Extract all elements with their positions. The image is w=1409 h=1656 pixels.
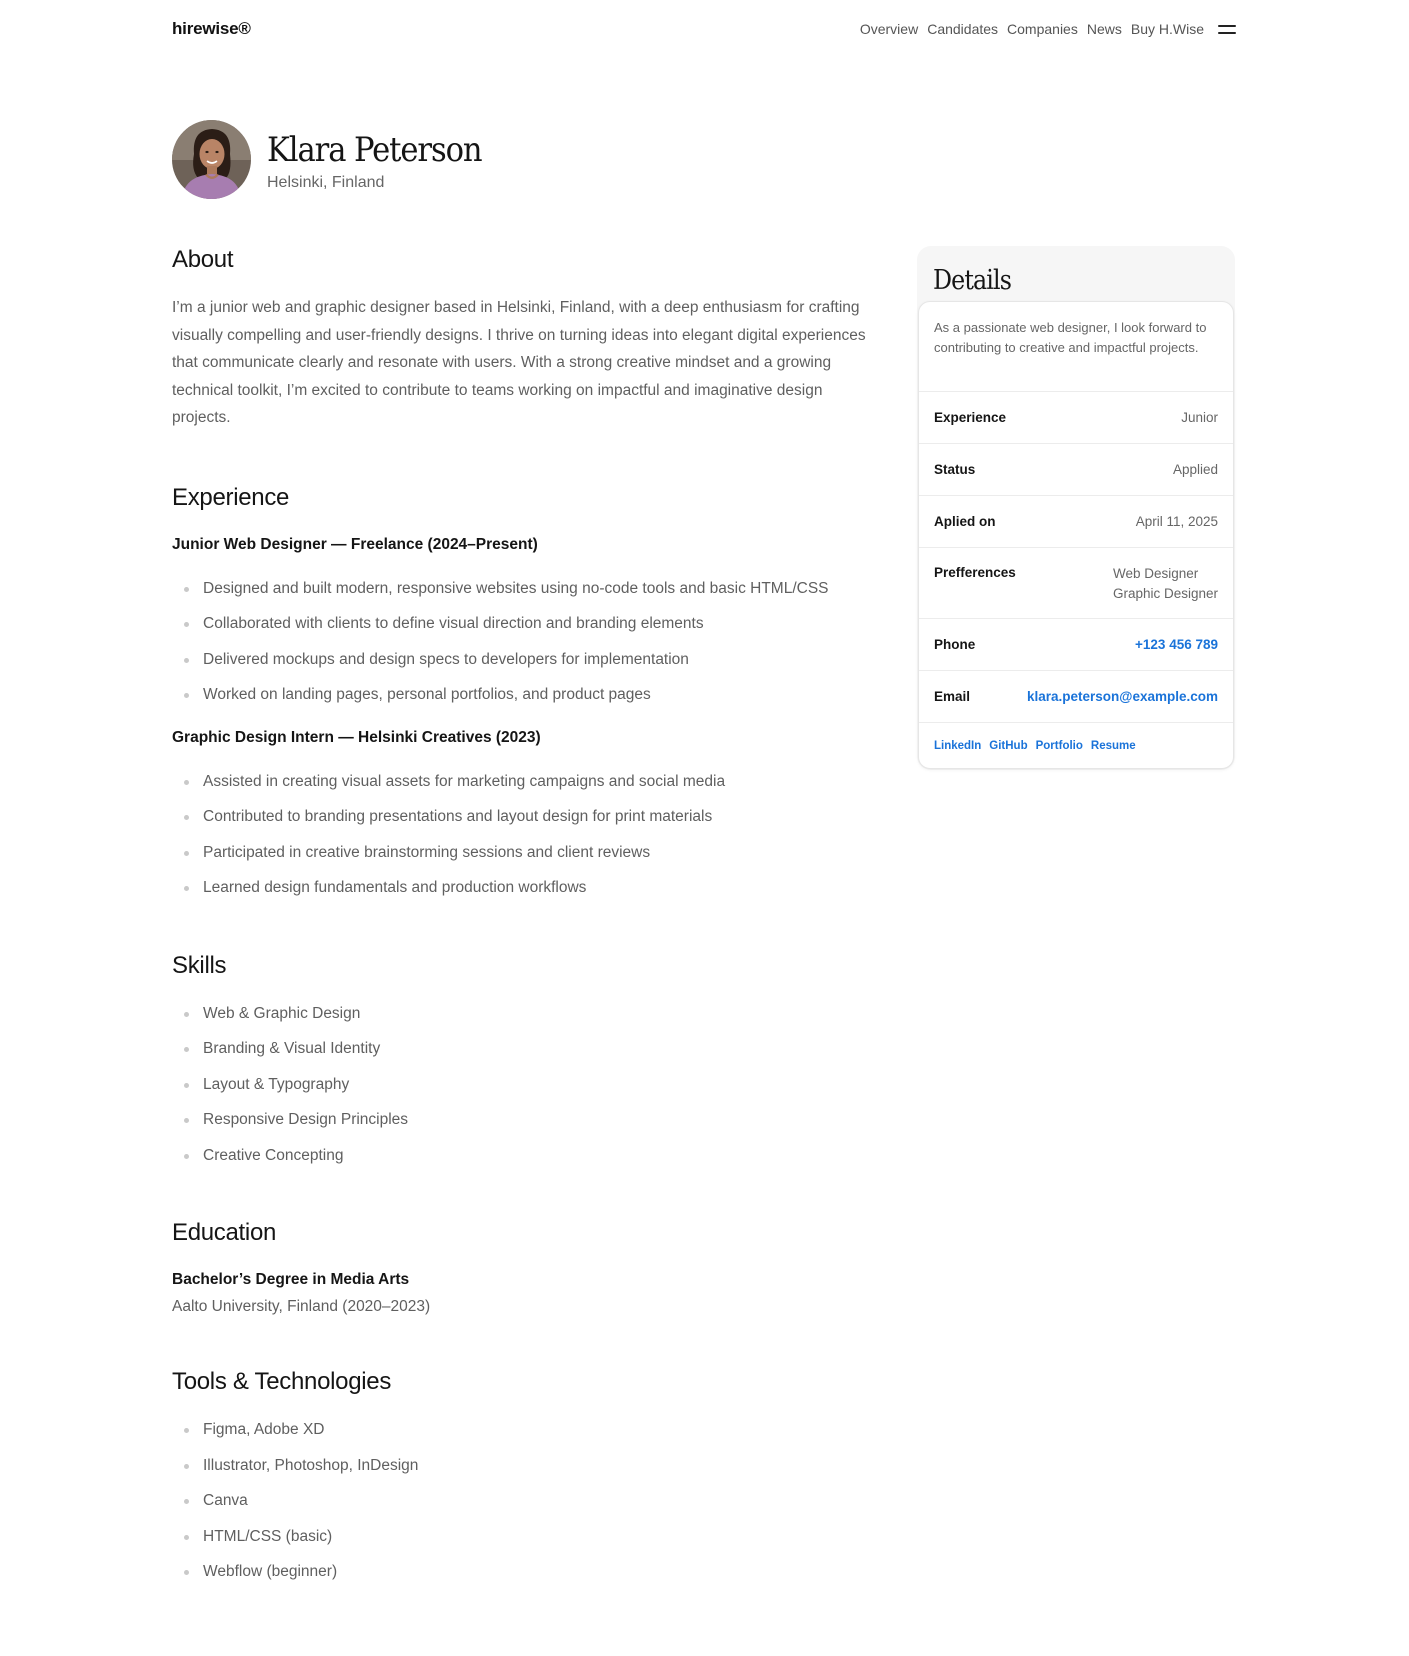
list-item: Responsive Design Principles [172, 1102, 872, 1138]
education-section [172, 1219, 872, 1316]
detail-label: Aplied on [934, 514, 996, 529]
about-text: I’m a junior web and graphic designer based in Helsinki, Finland, with a deep enthusiasm for crafting visually compelling and user-friendly designs. I thrive on turning ideas into elegant digital experiences that communicate clearly and resonate with users. With a strong creative mindset and a growing technical toolkit, I’m excited to contribute to teams working on impactful and imaginative design projects. [172, 299, 866, 426]
detail-row-phone [919, 619, 1233, 671]
about-heading: About [172, 246, 234, 273]
list-item: Layout & Typography [172, 1067, 872, 1103]
profile-text [267, 127, 505, 193]
portfolio-link[interactable]: Portfolio [1035, 740, 1083, 752]
list-item: Assisted in creating visual assets for marketing campaigns and social media [172, 764, 872, 800]
detail-label: Prefferences [934, 565, 1016, 580]
skills-list [172, 996, 872, 1174]
detail-row-preferences [919, 548, 1233, 619]
list-item: Designed and built modern, responsive websites using no-code tools and basic HTML/CSS [172, 571, 872, 607]
hirewise-logo[interactable]: hirewise® [172, 19, 251, 38]
nav-candidates[interactable]: Candidates [927, 21, 999, 37]
list-item: Learned design fundamentals and production workflows [172, 870, 872, 906]
detail-row-email [919, 671, 1233, 723]
detail-value [1113, 564, 1218, 604]
education-degree: Bachelor’s Degree in Media Arts [172, 1271, 410, 1288]
phone-link[interactable]: +123 456 789 [1135, 637, 1218, 652]
details-description: As a passionate web designer, I look forward to contributing to creative and impactful projects. [919, 302, 1233, 392]
list-item: Branding & Visual Identity [172, 1031, 872, 1067]
list-item: Worked on landing pages, personal portfolios, and product pages [172, 677, 872, 713]
nav-buy-hwise[interactable]: Buy H.Wise [1130, 21, 1204, 37]
list-item: Illustrator, Photoshop, InDesign [172, 1448, 872, 1484]
details-card [917, 246, 1235, 770]
preference-item: Graphic Designer [1112, 586, 1218, 601]
education-heading: Education [172, 1219, 277, 1246]
hamburger-menu-icon[interactable] [1218, 23, 1236, 35]
list-item: Creative Concepting [172, 1138, 872, 1174]
tools-section [172, 1368, 872, 1590]
details-card-body [918, 301, 1234, 769]
details-title: Details [933, 265, 1012, 296]
detail-value: Junior [1181, 410, 1218, 425]
list-item: Web & Graphic Design [172, 996, 872, 1032]
experience-heading: Experience [172, 483, 290, 511]
email-link[interactable]: klara.peterson@example.com [1027, 689, 1218, 704]
nav-overview[interactable]: Overview [859, 21, 919, 37]
nav-news[interactable]: News [1086, 21, 1122, 37]
detail-label: Experience [934, 410, 1007, 425]
list-item: Figma, Adobe XD [172, 1412, 872, 1448]
avatar [172, 120, 251, 199]
tools-heading: Tools & Technologies [172, 1368, 392, 1395]
experience-section [172, 484, 872, 906]
resume-link[interactable]: Resume [1090, 740, 1136, 752]
list-item: Participated in creative brainstorming sessions and client reviews [172, 835, 872, 871]
profile-links [919, 723, 1233, 769]
list-item: Contributed to branding presentations and layout design for print materials [172, 799, 872, 835]
list-item: Canva [172, 1483, 872, 1519]
candidate-name: Klara Peterson [267, 129, 482, 170]
detail-row-experience [919, 392, 1233, 444]
tools-list [172, 1412, 872, 1590]
job-title: Junior Web Designer — Freelance (2024–Present) [172, 535, 538, 553]
list-item: Webflow (beginner) [172, 1554, 872, 1590]
about-section [172, 246, 872, 432]
list-item: Delivered mockups and design specs to developers for implementation [172, 642, 872, 678]
status-badge: Applied [1172, 462, 1218, 477]
main-nav [860, 21, 1236, 37]
job-bullets [172, 571, 872, 713]
candidate-location: Helsinki, Finland [267, 174, 385, 192]
detail-value: April 11, 2025 [1135, 514, 1218, 529]
skills-heading: Skills [172, 951, 227, 979]
education-school: Aalto University, Finland (2020–2023) [172, 1298, 431, 1315]
list-item: HTML/CSS (basic) [172, 1519, 872, 1555]
detail-row-applied-on [919, 496, 1233, 548]
preference-item: Web Designer [1112, 566, 1199, 581]
github-link[interactable]: GitHub [989, 740, 1028, 752]
job-title: Graphic Design Intern — Helsinki Creatives (2023) [172, 728, 541, 746]
list-item: Collaborated with clients to define visual direction and branding elements [172, 606, 872, 642]
detail-label: Phone [934, 637, 976, 652]
linkedin-link[interactable]: LinkedIn [934, 740, 982, 752]
detail-row-status [919, 444, 1233, 496]
main-content [172, 246, 872, 1590]
candidate-profile-header [172, 120, 505, 199]
job-bullets [172, 764, 872, 906]
detail-label: Email [934, 689, 971, 704]
top-navigation-bar [172, 0, 1236, 58]
nav-companies[interactable]: Companies [1007, 21, 1078, 37]
detail-label: Status [934, 462, 976, 477]
skills-section [172, 952, 872, 1174]
